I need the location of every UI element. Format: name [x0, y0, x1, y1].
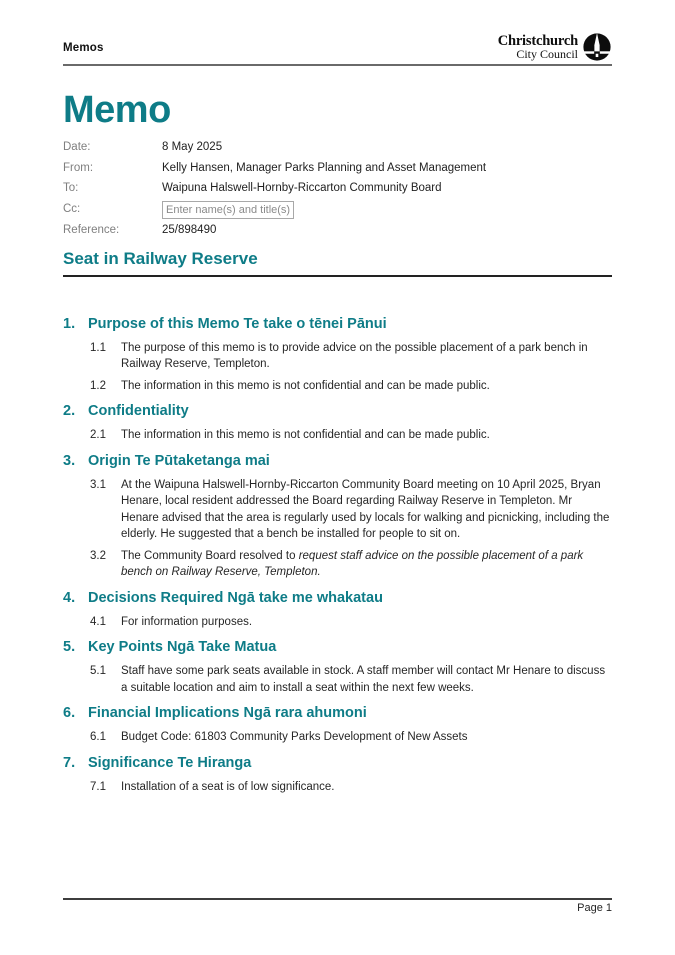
section-key-points [63, 638, 612, 696]
paragraph-number: 4.1 [90, 615, 106, 628]
memo-paragraph [90, 779, 612, 796]
section-title: Origin Te Pūtaketanga mai [88, 452, 270, 469]
paragraph-text: The information in this memo is not confidential and can be made public. [121, 429, 490, 441]
section-number: 5. [63, 639, 76, 655]
memo-paragraph [90, 548, 612, 581]
section-heading [63, 452, 612, 471]
paragraph-number: 2.1 [90, 429, 106, 441]
field-to-value: Waipuna Halswell-Hornby-Riccarton Community Board [162, 182, 442, 194]
section-heading [63, 638, 612, 657]
memo-paragraph [90, 729, 612, 746]
memo-paragraph [90, 427, 612, 444]
page-footer [63, 898, 612, 914]
field-reference-label: Reference: [63, 224, 120, 236]
memo-subject-heading: Seat in Railway Reserve [63, 249, 612, 277]
section-title: Significance Te Hiranga [88, 754, 252, 771]
field-date-value: 8 May 2025 [162, 141, 223, 153]
field-from-label: From: [63, 161, 94, 174]
paragraph-text: Installation of a seat is of low significance. [121, 780, 335, 793]
memo-paragraph [90, 663, 612, 696]
paragraph-number: 1.2 [90, 379, 106, 392]
field-date [63, 137, 612, 158]
section-financial [63, 704, 612, 746]
paragraph-text-plain: The Community Board resolved to [121, 549, 299, 562]
paragraph-text-italic: request staff advice on the possible placement of a park bench on Railway Reserve, Templeton. [121, 549, 584, 578]
page-title: Memo [63, 89, 171, 131]
cc-placeholder-field[interactable]: Enter name(s) and title(s) [162, 201, 294, 219]
field-cc [63, 199, 612, 221]
paragraph-text: Staff have some park seats available in stock. A staff member will contact Mr Henare to discuss a suitable location and aim to install a seat within the next few weeks. [121, 665, 606, 694]
field-to-label: To: [63, 182, 79, 194]
section-origin [63, 452, 612, 581]
paragraph-number: 1.1 [90, 341, 106, 354]
paragraph-text: Budget Code: 61803 Community Parks Development of New Assets [121, 731, 468, 743]
section-number: 2. [63, 403, 76, 419]
paragraph-number: 6.1 [90, 731, 106, 743]
council-logo-line2: City Council [516, 47, 578, 62]
council-logo [498, 32, 612, 63]
memo-fields [63, 137, 612, 241]
field-reference-value: 25/898490 [162, 224, 217, 236]
document-header [63, 0, 612, 66]
section-title: Financial Implications Ngā rara ahumoni [88, 705, 367, 721]
field-from [63, 158, 612, 179]
section-significance [63, 754, 612, 796]
paragraph-text: For information purposes. [121, 615, 253, 628]
section-title: Confidentiality [88, 403, 189, 419]
section-number: 1. [63, 315, 76, 332]
section-number: 6. [63, 705, 76, 721]
paragraph-text: The purpose of this memo is to provide advice on the possible placement of a park bench in Railway Reserve, Templeton. [121, 341, 588, 370]
field-reference [63, 220, 612, 241]
field-date-label: Date: [63, 141, 91, 153]
paragraph-number: 7.1 [90, 780, 106, 793]
field-from-value: Kelly Hansen, Manager Parks Planning and Asset Management [162, 161, 487, 174]
page-number-label: Page 1 [577, 902, 612, 914]
paragraph-text [121, 548, 612, 581]
section-heading [63, 589, 612, 608]
field-to [63, 178, 612, 199]
section-heading [63, 754, 612, 773]
paragraph-number: 3.1 [90, 478, 106, 491]
memo-body [63, 315, 612, 796]
section-title: Purpose of this Memo Te take o tēnei Pānui [88, 315, 387, 332]
section-title: Decisions Required Ngā take me whakatau [88, 589, 383, 606]
memo-paragraph [90, 477, 612, 543]
cathedral-emblem-icon [582, 32, 612, 62]
section-title: Key Points Ngā Take Matua [88, 639, 277, 655]
section-purpose [63, 315, 612, 395]
paragraph-text: At the Waipuna Halswell-Hornby-Riccarton Community Board meeting on 10 April 2025, Bryan Henare, local resident addressed the Board regarding Railway Reserve in Templeton. Mr Henare advised that the area is regularly used by locals for walking and picnicking, including the elderly. He suggested that a bench be installed for people to sit on. [121, 478, 610, 540]
section-heading [63, 315, 612, 334]
section-confidentiality [63, 402, 612, 444]
memo-paragraph [90, 614, 612, 631]
paragraph-number: 3.2 [90, 549, 106, 562]
section-heading [63, 704, 612, 723]
memo-paragraph [90, 340, 612, 373]
section-number: 4. [63, 589, 76, 606]
section-number: 3. [63, 452, 76, 469]
field-cc-label: Cc: [63, 202, 81, 215]
section-decisions [63, 589, 612, 631]
paragraph-text: The information in this memo is not confidential and can be made public. [121, 379, 490, 392]
section-heading [63, 402, 612, 421]
memo-paragraph [90, 378, 612, 395]
council-logo-line1: Christchurch [497, 32, 578, 49]
council-logo-text [498, 34, 578, 61]
document-type-label: Memos [63, 42, 104, 54]
section-number: 7. [63, 754, 76, 771]
paragraph-number: 5.1 [90, 665, 106, 677]
